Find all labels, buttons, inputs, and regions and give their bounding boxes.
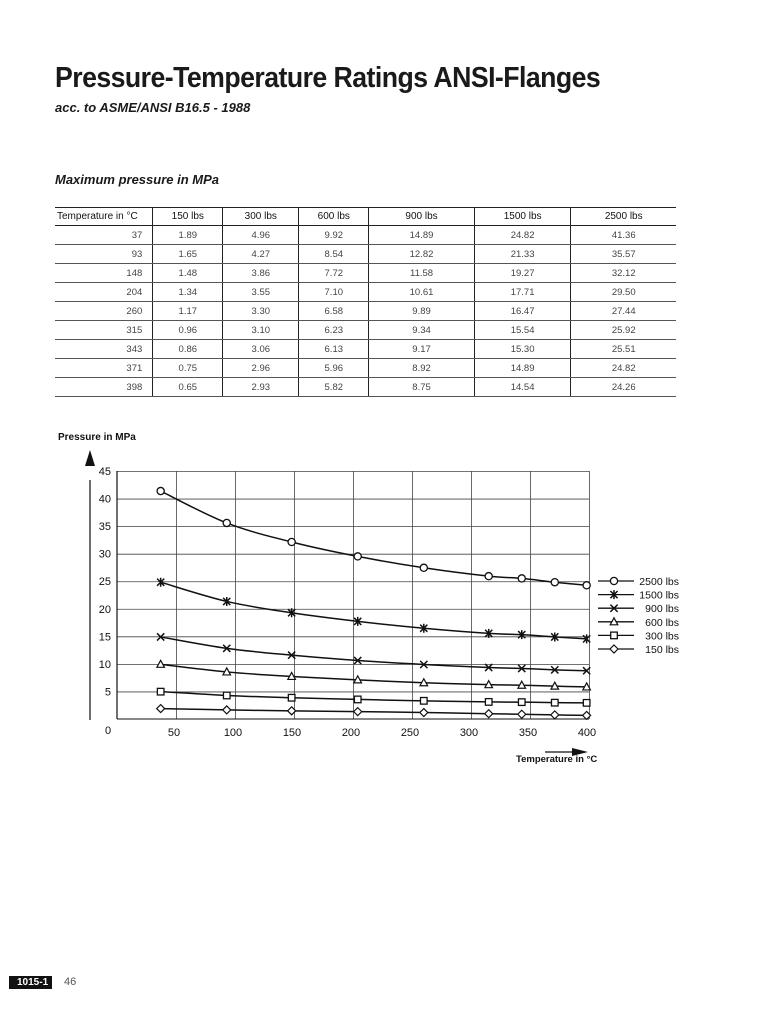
table-row (55, 359, 676, 378)
table-cell: 24.82 (571, 359, 676, 378)
data-point-diamond-icon (485, 710, 493, 718)
table-cell: 10.61 (369, 283, 474, 302)
data-point-diamond-icon (518, 710, 526, 718)
y-tick-label: 15 (98, 631, 111, 644)
data-point-diamond-icon (420, 709, 428, 717)
data-point-circle-icon (354, 553, 361, 560)
table-cell: 315 (55, 321, 153, 340)
table-cell: 7.10 (299, 283, 369, 302)
table-header-cell: 300 lbs (223, 208, 299, 226)
table-header-cell: 2500 lbs (571, 208, 676, 226)
table-row (55, 340, 676, 359)
x-axis-title: Temperature in °C (516, 754, 598, 765)
table-cell: 1.48 (153, 264, 223, 283)
page-number: 46 (64, 976, 77, 988)
table-cell: 4.27 (223, 245, 299, 264)
table-cell: 8.92 (369, 359, 474, 378)
table-cell: 1.17 (153, 302, 223, 321)
table-row (55, 283, 676, 302)
data-point-square-icon (518, 699, 525, 706)
table-header-row (55, 208, 676, 226)
table-section-title: Maximum pressure in MPa (55, 172, 219, 187)
data-point-circle-icon (551, 579, 558, 586)
table-row (55, 378, 676, 397)
x-tick-label: 100 (223, 727, 243, 739)
table-cell: 25.92 (571, 321, 676, 340)
y-tick-label: 25 (98, 576, 111, 589)
table-cell: 9.34 (369, 321, 474, 340)
table-cell: 204 (55, 283, 153, 302)
y-tick-label: 10 (98, 658, 111, 671)
data-point-circle-icon (420, 564, 427, 571)
y-tick-label: 20 (98, 603, 111, 616)
table-cell: 7.72 (299, 264, 369, 283)
data-point-diamond-icon (551, 711, 559, 719)
table-cell: 14.54 (474, 378, 571, 397)
table-cell: 35.57 (571, 245, 676, 264)
legend-square-icon (611, 632, 618, 639)
data-point-diamond-icon (223, 706, 231, 714)
data-point-square-icon (551, 699, 558, 706)
table-cell: 1.65 (153, 245, 223, 264)
table-cell: 343 (55, 340, 153, 359)
x-tick-label: 400 (577, 727, 597, 739)
data-point-circle-icon (518, 575, 525, 582)
table-row (55, 302, 676, 321)
table-cell: 17.71 (474, 283, 571, 302)
y-axis-arrow-icon (85, 450, 95, 466)
legend-label: 900 lbs (645, 603, 679, 616)
table-cell: 0.65 (153, 378, 223, 397)
table-cell: 6.23 (299, 321, 369, 340)
table-header-cell: 150 lbs (153, 208, 223, 226)
table-cell: 148 (55, 264, 153, 283)
data-point-circle-icon (223, 519, 230, 526)
x-tick-label: 300 (459, 727, 479, 739)
data-point-circle-icon (157, 487, 164, 494)
data-point-circle-icon (288, 538, 295, 545)
x-tick-label: 250 (400, 727, 420, 739)
table-cell: 15.54 (474, 321, 571, 340)
table-cell: 19.27 (474, 264, 571, 283)
table-cell: 4.96 (223, 226, 299, 245)
table-cell: 260 (55, 302, 153, 321)
data-point-square-icon (421, 698, 428, 705)
y-tick-label: 5 (104, 686, 111, 699)
table-cell: 24.82 (474, 226, 571, 245)
table-cell: 14.89 (369, 226, 474, 245)
y-tick-label: 35 (98, 521, 111, 534)
y-tick-label: 45 (98, 466, 111, 478)
table-cell: 1.89 (153, 226, 223, 245)
table-cell: 41.36 (571, 226, 676, 245)
table-cell: 3.86 (223, 264, 299, 283)
legend-label: 150 lbs (645, 644, 679, 656)
y-tick-label: 30 (98, 548, 111, 561)
table-cell: 3.10 (223, 321, 299, 340)
series-line-1500-lbs (161, 582, 587, 639)
table-cell: 398 (55, 378, 153, 397)
table-header-cell: Temperature in °C (55, 208, 153, 226)
x-tick-label: 150 (282, 727, 302, 739)
data-point-circle-icon (485, 573, 492, 580)
table-row (55, 245, 676, 264)
table-cell: 5.96 (299, 359, 369, 378)
legend-label: 300 lbs (645, 630, 679, 643)
table-cell: 2.93 (223, 378, 299, 397)
table-cell: 1.34 (153, 283, 223, 302)
data-point-square-icon (157, 688, 164, 695)
table-cell: 5.82 (299, 378, 369, 397)
table-cell: 8.54 (299, 245, 369, 264)
page-title: Pressure-Temperature Ratings ANSI-Flanges (55, 62, 601, 94)
table-cell: 27.44 (571, 302, 676, 321)
data-point-square-icon (288, 694, 295, 701)
x-tick-label: 200 (341, 727, 361, 739)
table-cell: 24.26 (571, 378, 676, 397)
table-cell: 2.96 (223, 359, 299, 378)
table-cell: 14.89 (474, 359, 571, 378)
series-line-2500-lbs (161, 491, 587, 585)
data-point-circle-icon (583, 582, 590, 589)
legend-circle-icon (610, 577, 617, 584)
table-cell: 25.51 (571, 340, 676, 359)
table-cell: 93 (55, 245, 153, 264)
table-cell: 16.47 (474, 302, 571, 321)
document-code-badge: 1015-1 (9, 976, 52, 989)
table-cell: 0.75 (153, 359, 223, 378)
legend-diamond-icon (610, 645, 618, 653)
data-point-square-icon (223, 692, 230, 699)
table-cell: 37 (55, 226, 153, 245)
table-row (55, 264, 676, 283)
table-cell: 15.30 (474, 340, 571, 359)
table-cell: 9.92 (299, 226, 369, 245)
data-point-square-icon (354, 696, 361, 703)
pressure-rating-table (55, 207, 676, 397)
legend-label: 600 lbs (645, 616, 679, 629)
table-row (55, 226, 676, 245)
table-cell: 371 (55, 359, 153, 378)
table-cell: 9.89 (369, 302, 474, 321)
table-row (55, 321, 676, 340)
y-tick-label: 40 (98, 493, 111, 506)
x-tick-label: 350 (518, 727, 538, 739)
chart-svg (0, 420, 768, 780)
page-subtitle: acc. to ASME/ANSI B16.5 - 1988 (55, 100, 251, 115)
legend-label: 1500 lbs (639, 589, 679, 602)
table-cell: 8.75 (369, 378, 474, 397)
data-point-diamond-icon (157, 705, 165, 713)
y-tick-label: 0 (104, 725, 112, 737)
table-cell: 11.58 (369, 264, 474, 283)
table-cell: 3.55 (223, 283, 299, 302)
table-cell: 21.33 (474, 245, 571, 264)
pressure-temperature-chart (0, 420, 768, 780)
y-axis-title: Pressure in MPa (58, 432, 136, 443)
table-cell: 3.06 (223, 340, 299, 359)
table-header-cell: 1500 lbs (474, 208, 571, 226)
table-cell: 0.96 (153, 321, 223, 340)
table-header-cell: 900 lbs (369, 208, 474, 226)
table-cell: 9.17 (369, 340, 474, 359)
table-header-cell: 600 lbs (299, 208, 369, 226)
table-cell: 29.50 (571, 283, 676, 302)
table-cell: 12.82 (369, 245, 474, 264)
table-cell: 32.12 (571, 264, 676, 283)
table-cell: 6.58 (299, 302, 369, 321)
data-point-square-icon (583, 700, 590, 707)
table-cell: 3.30 (223, 302, 299, 321)
data-point-square-icon (485, 699, 492, 706)
table-cell: 6.13 (299, 340, 369, 359)
table-cell: 0.86 (153, 340, 223, 359)
legend-label: 2500 lbs (639, 576, 679, 588)
x-tick-label: 50 (167, 727, 181, 739)
data-point-triangle-icon (157, 660, 165, 667)
data-point-diamond-icon (354, 708, 362, 716)
series-line-900-lbs (161, 637, 587, 671)
